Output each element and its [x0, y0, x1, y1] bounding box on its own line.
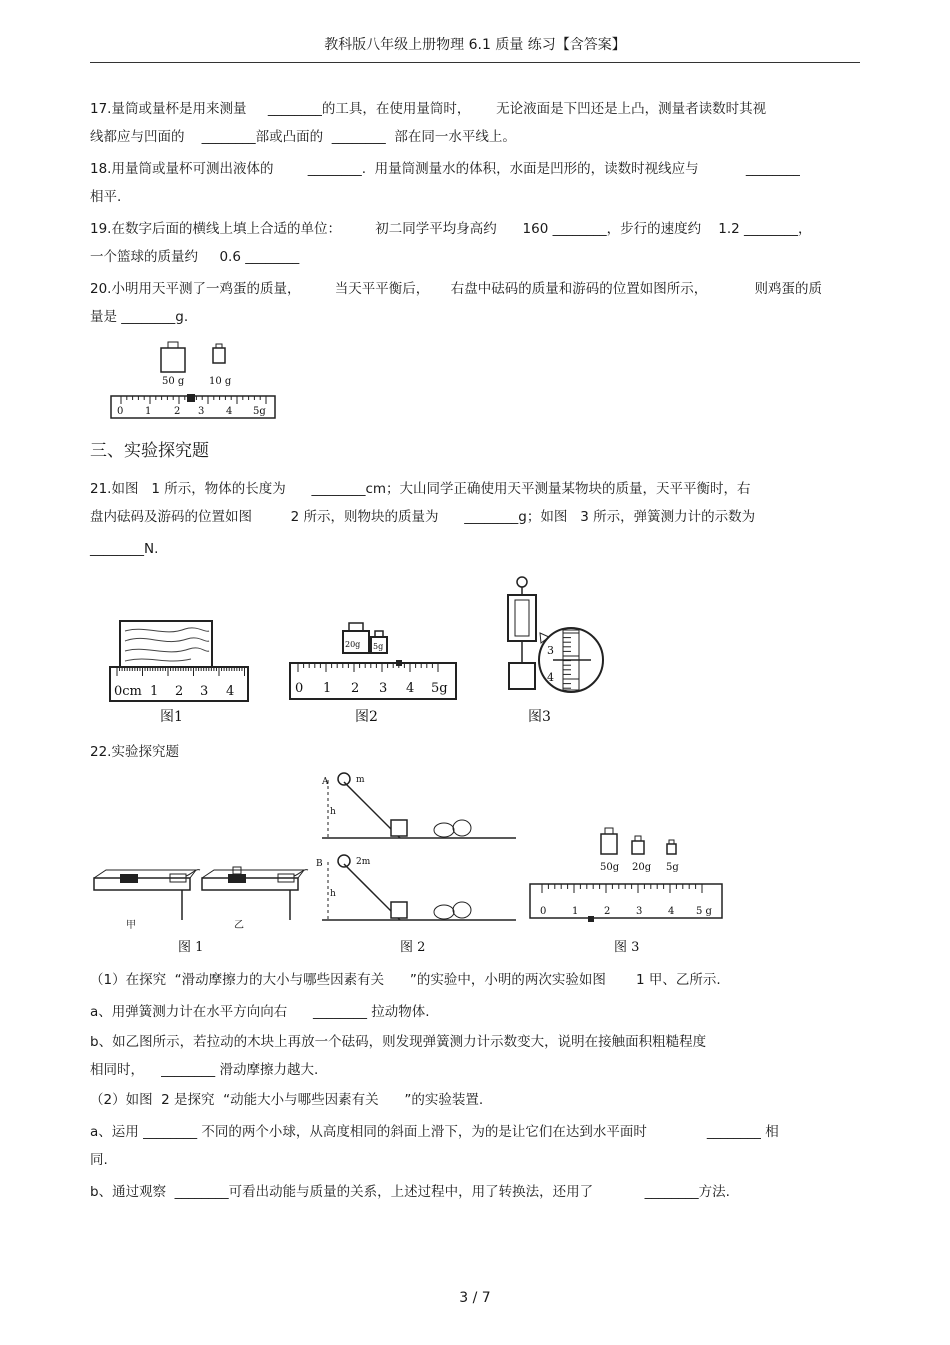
beam-tick-label: 2 [351, 681, 360, 696]
q21-line3: ________N. [90, 541, 159, 557]
ramp-b-icon [322, 855, 516, 920]
weight-label: 20g [632, 862, 652, 873]
height-label: h [330, 807, 336, 817]
ruler-tick-label: 2 [175, 684, 184, 699]
beam-tick-label: 1 [572, 906, 579, 917]
q20-line1: 20.小明用天平测了一鸡蛋的质量， 当天平平衡后， 右盘中砝码的质量和游码的位置如图所示， 则鸡蛋的质 [90, 281, 822, 297]
ruler-tick-label: 1 [150, 684, 159, 699]
q22-figures [92, 770, 732, 960]
beam-tick-label: 0 [295, 681, 304, 696]
weight-5g-icon [667, 840, 676, 854]
beam-tick-label: 5g [431, 681, 448, 696]
beam-tick-label: 3 [636, 906, 643, 917]
height-label: h [330, 889, 336, 899]
scale-tick-label: 4 [547, 671, 554, 684]
scale-tick-label: 3 [547, 644, 554, 657]
figure-caption: 图3 [528, 709, 551, 725]
weight-label: 20g [345, 640, 361, 649]
weight-label: 50 g [162, 376, 185, 387]
page-header: 教科版八年级上册物理 6.1 质量 练习【含答案】 [324, 37, 626, 53]
q19-line2: 一个篮球的质量约 0.6 ________ [90, 249, 300, 265]
beam-tick-label: 3 [379, 681, 388, 696]
figure-caption: 图 2 [400, 940, 426, 955]
table-jia-icon [94, 870, 200, 920]
weight-label: 5g [373, 642, 384, 651]
mass-label: 2m [356, 857, 371, 867]
beam-tick-label: 4 [406, 681, 415, 696]
beam-tick-label: 0 [540, 906, 547, 917]
figure-caption: 图2 [355, 709, 378, 725]
q22-part2-a: a、运用 ________ 不同的两个小球，从高度相同的斜面上滑下，为的是让它们在达到水平面时 ________ 相 [90, 1124, 779, 1140]
q17-line2: 线都应与凹面的 ________部或凸面的 ________ 部在同一水平线上。 [90, 129, 516, 145]
weight-label: 10 g [209, 376, 232, 387]
figure-caption: 图1 [160, 709, 183, 725]
q22-part2-a-cont: 同. [90, 1152, 108, 1168]
beam-scale [530, 884, 722, 918]
point-label: B [316, 859, 323, 869]
q22-part2-b: b、通过观察 ________可看出动能与质量的关系，上述过程中，用了转换法，还用了 ________方法. [90, 1184, 730, 1200]
mass-label: m [356, 775, 365, 785]
q22-part2: （2）如图 2 是探究 “动能大小与哪些因素有关 ”的实验装置. [90, 1092, 484, 1108]
q20-balance-figure [108, 338, 283, 423]
figure-caption: 图 3 [614, 940, 640, 955]
page-number: 3 / 7 [459, 1290, 491, 1306]
header-rule [90, 62, 860, 63]
tick-label: 1 [145, 406, 152, 417]
q22-part1: （1）在探究 “滑动摩擦力的大小与哪些因素有关 ”的实验中，小明的两次实验如图 1 甲、乙所示. [90, 972, 721, 988]
table-yi-icon [202, 867, 308, 920]
q21-line1: 21.如图 1 所示，物体的长度为 ________cm；大山同学正确使用天平测量某物块的质量，天平平衡时，右 [90, 481, 751, 497]
q19-line1: 19.在数字后面的横线上填上合适的单位： 初二同学平均身高约 160 ________，步行的速度约 1.2 ________， [90, 221, 812, 237]
weight-label: 50g [600, 862, 620, 873]
beam-tick-label: 1 [323, 681, 332, 696]
beam-tick-label: 2 [604, 906, 611, 917]
weight-label: 5g [666, 862, 679, 873]
weight-50g-icon [161, 342, 185, 372]
beam-tick-label: 5 g [696, 906, 712, 917]
q22-title: 22.实验探究题 [90, 744, 179, 760]
weight-50g-icon [601, 828, 617, 854]
tick-label: 0 [117, 406, 124, 417]
sub-label: 甲 [126, 920, 136, 931]
tick-label: 3 [198, 406, 205, 417]
figure-caption: 图 1 [178, 940, 204, 955]
weight-10g-icon [213, 344, 225, 363]
ramp-a-icon [322, 773, 516, 838]
ruler-tick-label: 0cm [114, 684, 142, 699]
spring-scale-icon [508, 577, 536, 689]
point-label: A [322, 777, 329, 787]
q21-line2: 盘内砝码及游码的位置如图 2 所示，则物块的质量为 ________g；如图 3 所示，弹簧测力计的示数为 [90, 509, 756, 525]
q18-line2: 相平. [90, 189, 122, 205]
sub-label: 乙 [234, 920, 244, 931]
ruler-tick-label: 4 [226, 684, 235, 699]
tick-label: 4 [226, 406, 233, 417]
q21-figures [105, 575, 605, 730]
q22-part1-a: a、用弹簧测力计在水平方向向右 ________ 拉动物体. [90, 1004, 430, 1020]
tick-label: 2 [174, 406, 181, 417]
q22-part1-b-cont: 相同时， ________ 滑动摩擦力越大. [90, 1062, 319, 1078]
tick-label: 5g [253, 406, 266, 417]
rider-icon [588, 916, 594, 922]
section-title: 三、实验探究题 [90, 441, 209, 461]
q20-line2: 量是 ________g. [90, 309, 189, 325]
wood-block-icon [120, 621, 212, 667]
q18-line1: 18.用量筒或量杯可测出液体的 ________. 用量筒测量水的体积，水面是凹形的，读数时视线应与 ________ [90, 161, 800, 177]
q17-line1: 17.量筒或量杯是用来测量 ________的工具，在使用量筒时， 无论液面是下凹还是上凸，测量者读数时其视 [90, 101, 767, 117]
weight-20g-icon [632, 836, 644, 854]
q22-part1-b: b、如乙图所示，若拉动的木块上再放一个砝码，则发现弹簧测力计示数变大，说明在接触面积粗糙程度 [90, 1034, 707, 1050]
ruler-tick-label: 3 [200, 684, 209, 699]
beam-tick-label: 4 [668, 906, 675, 917]
